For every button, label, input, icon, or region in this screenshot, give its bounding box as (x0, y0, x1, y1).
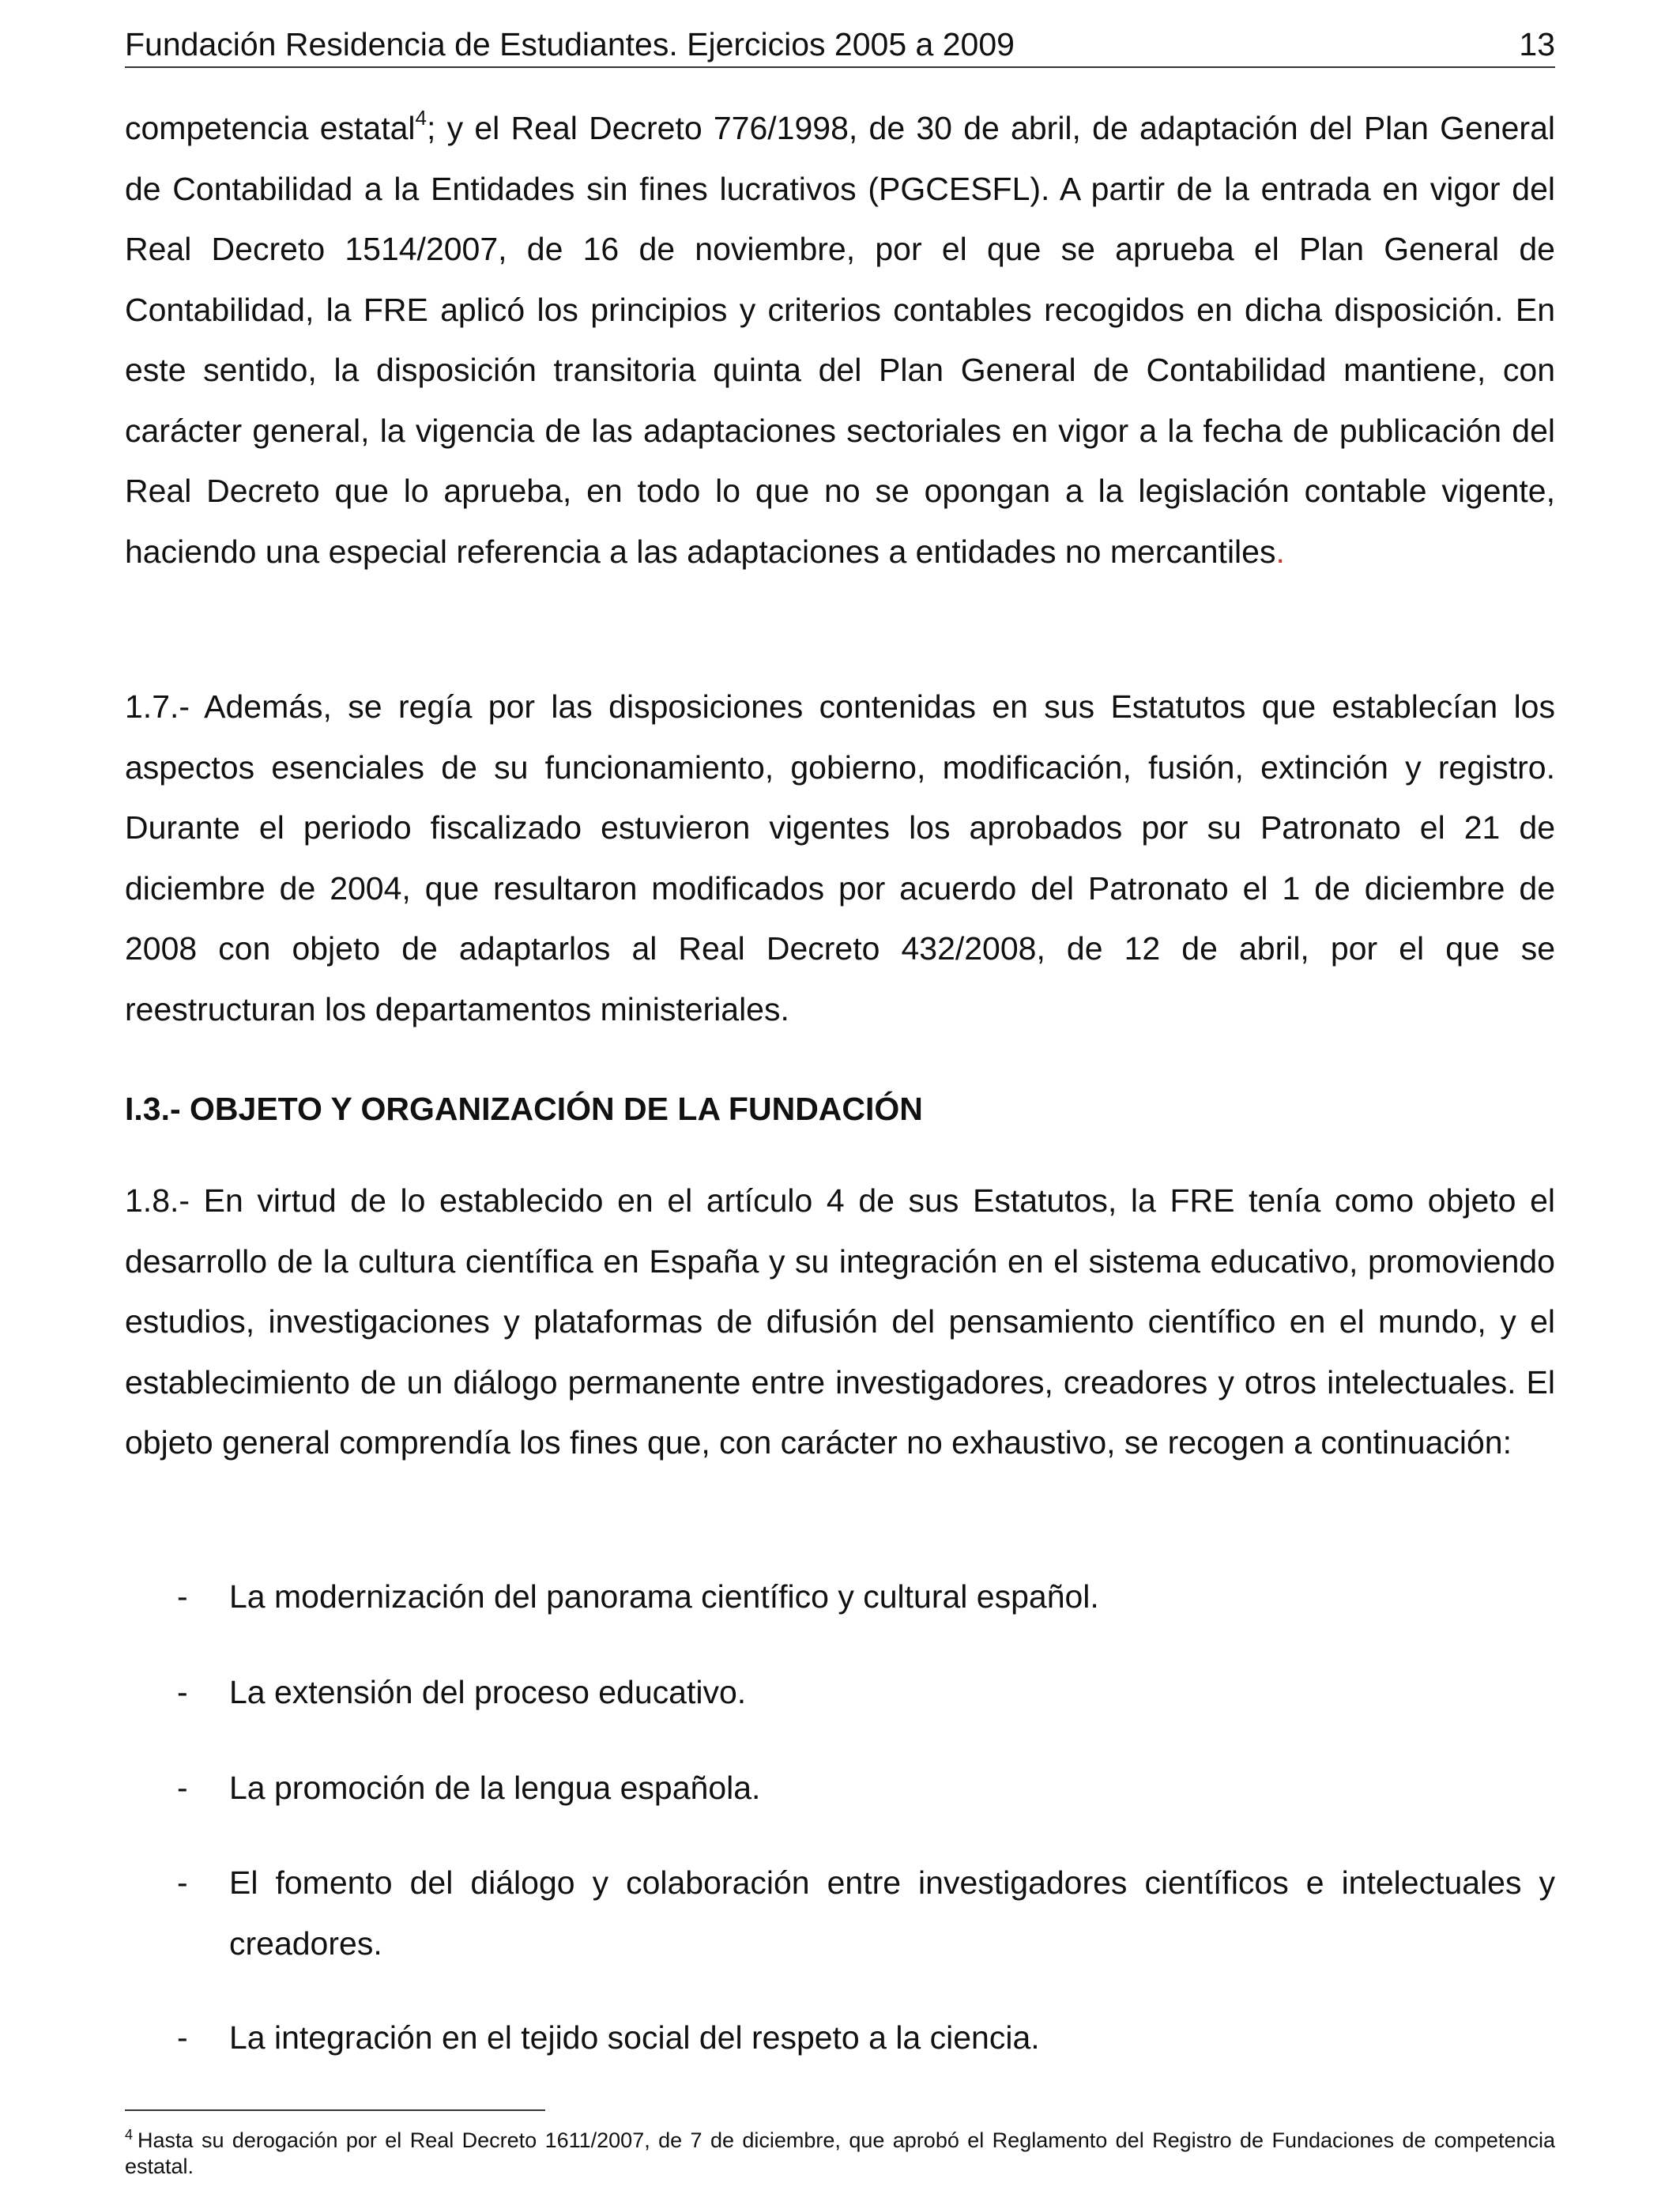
list-bullet: - (177, 1864, 188, 1901)
list-item-text: La integración en el tejido social del respeto a la ciencia. (229, 2019, 1040, 2056)
footnote-number: 4 (125, 2127, 134, 2143)
page-header (125, 22, 1555, 68)
header-title: Fundación Residencia de Estudiantes. Ejercicios 2005 a 2009 (125, 26, 1015, 62)
paragraph-end-mark: . (1275, 533, 1285, 570)
list-bullet: - (177, 1770, 188, 1806)
list-bullet: - (177, 1578, 188, 1615)
footnote (125, 2128, 1555, 2180)
paragraph-accounting-framework (125, 98, 1555, 582)
paragraph-text-rest: ; y el Real Decreto 776/1998, de 30 de abril, de adaptación del Plan General de Contabilidad a la Entidades sin fines lucrativos (PGCESFL). A partir de la entrada en vigor del Real Decreto 1514/2007, de 16 de noviembre, por el que se aprueba el Plan General de Contabilidad, la FRE aplicó los principios y criterios contables recogidos en dicha disposición. En este sentido, la disposición transitoria quinta del Plan General de Contabilidad mantiene, con carácter general, la vigencia de las adaptaciones sectoriales en vigor a la fecha de publicación del Real Decreto que lo aprueba, en todo lo que no se opongan a la legislación contable vigente, haciendo una especial referencia a las adaptaciones a entidades no mercantiles (125, 110, 1555, 570)
paragraph-1-7: 1.7.- Además, se regía por las disposiciones contenidas en sus Estatutos que establecían los aspectos esenciales de su funcionamiento, gobierno, modificación, fusión, extinción y registro. Durante el periodo fiscalizado estuvieron vigentes los aprobados por su Patronato el 21 de diciembre de 2004, que resultaron modificados por acuerdo del Patronato el 1 de diciembre de 2008 con objeto de adaptarlos al Real Decreto 432/2008, de 12 de abril, por el que se reestructuran los departamentos ministeriales. (125, 688, 1555, 1027)
paragraph-1-8: 1.8.- En virtud de lo establecido en el artículo 4 de sus Estatutos, la FRE tenía como objeto el desarrollo de la cultura científica en España y su integración en el sistema educativo, promoviendo estudios, investigaciones y plataformas de difusión del pensamiento científico en el mundo, y el establecimiento de un diálogo permanente entre investigadores, creadores y otros intelectuales. El objeto general comprendía los fines que, con carácter no exhaustivo, se recogen a continuación: (125, 1182, 1555, 1461)
section-heading: I.3.- OBJETO Y ORGANIZACIÓN DE LA FUNDACIÓN (125, 1091, 923, 1127)
footnote-reference: 4 (415, 106, 427, 130)
list-bullet: - (177, 1674, 188, 1710)
list-item-text: La promoción de la lengua española. (229, 1770, 761, 1806)
list-bullet: - (177, 2019, 188, 2056)
footnote-text: Hasta su derogación por el Real Decreto 1611/2007, de 7 de diciembre, que aprobó el Reglamento del Registro de Fundaciones de competencia estatal. (125, 2128, 1555, 2178)
footnote-separator (125, 2109, 545, 2111)
list-item-text: La modernización del panorama científico y cultural español. (229, 1578, 1099, 1615)
list-item-text: El fomento del diálogo y colaboración entre investigadores científicos e intelectuales y creadores. (229, 1864, 1555, 1962)
document-page (125, 0, 1555, 2194)
page-number: 13 (1519, 26, 1555, 62)
list-item-text: La extensión del proceso educativo. (229, 1674, 747, 1710)
paragraph-text-start: competencia estatal (125, 110, 416, 146)
